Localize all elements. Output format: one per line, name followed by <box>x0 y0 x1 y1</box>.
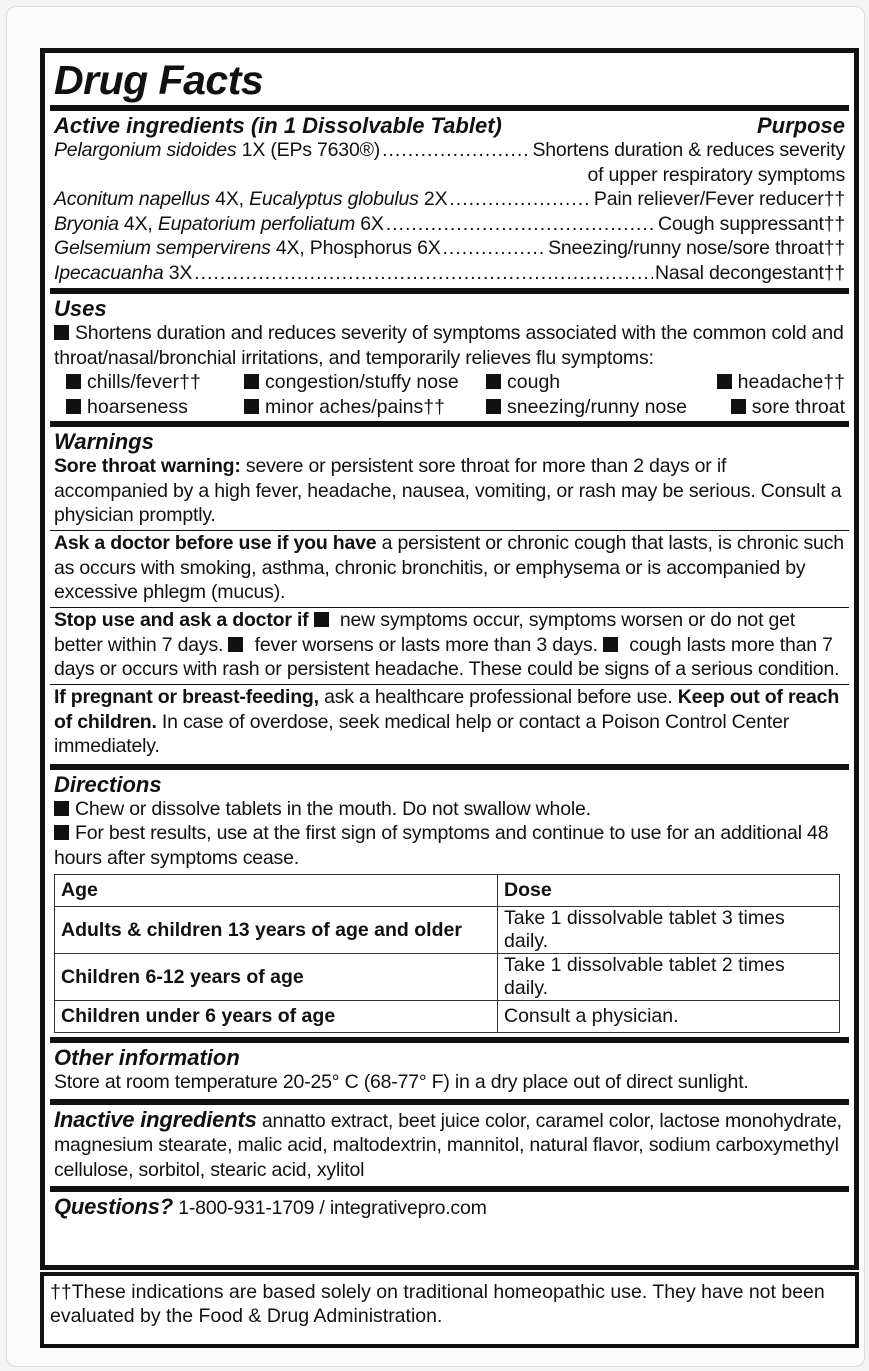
table-header-row: Age Dose <box>55 875 840 907</box>
footnote-box <box>40 1272 859 1348</box>
table-row: Adults & children 13 years of age and older Take 1 dissolvable tablet 3 times daily. <box>55 907 840 954</box>
bullet-icon <box>486 374 501 389</box>
inactive-ingredients-heading: Inactive ingredients <box>54 1106 257 1132</box>
footnote-text: ††These indications are based solely on traditional homeopathic use. They have not been evaluated by the Food & Drug Administration. <box>50 1281 825 1327</box>
questions-heading: Questions? <box>54 1194 174 1219</box>
questions-section <box>54 1194 845 1221</box>
warnings-section <box>54 429 845 528</box>
inactive-ingredients-text: annatto extract, beet juice color, caramel color, lactose monohydrate, magnesium stearate, malic acid, maltodextrin, mannitol, natural flavor, sodium carboxymethyl cellulose, sorbitol, stearic acid, xylitol <box>54 1109 842 1181</box>
bullet-icon <box>244 374 259 389</box>
drug-facts-title: Drug Facts <box>54 57 264 103</box>
bullet-icon <box>54 801 69 816</box>
divider <box>50 105 849 111</box>
uses-heading: Uses <box>54 296 107 321</box>
bullet-icon <box>717 374 732 389</box>
bullet-icon <box>244 399 259 414</box>
ingredient-row: Aconitum napellus 4X, Eucalyptus globulus 2X ..... Pain reliever/Fever reducer†† <box>54 187 845 212</box>
active-ingredients-section <box>54 113 845 285</box>
divider <box>50 1037 849 1043</box>
ingredient-row: Ipecacuanha 3X ..... Nasal decongestant†† <box>54 261 845 286</box>
bullet-icon <box>54 825 69 840</box>
list-item: sore throat <box>712 395 845 420</box>
label-card <box>6 6 865 1367</box>
bullet-icon <box>314 612 329 627</box>
list-item: chills/fever†† <box>66 370 244 395</box>
active-ingredients-heading: Active ingredients (in 1 Dissolvable Tablet) <box>54 113 502 138</box>
bullet-icon <box>603 637 618 652</box>
bullet-icon <box>486 399 501 414</box>
table-row: Children under 6 years of age Consult a physician. <box>55 1001 840 1033</box>
purpose-heading: Purpose <box>756 113 845 138</box>
questions-contact: 1-800-931-1709 / integrativepro.com <box>173 1197 487 1219</box>
list-item: cough <box>486 370 712 395</box>
list-item: congestion/stuffy nose <box>244 370 486 395</box>
divider <box>50 1099 849 1105</box>
other-info-text: Store at room temperature 20-25° C (68-77° F) in a dry place out of direct sunlight. <box>54 1071 749 1093</box>
ingredient-row: Pelargonium sidoides 1X (EPs 7630®) ..... Shortens duration & reduces severity <box>54 138 845 163</box>
bullet-icon <box>66 399 81 414</box>
ingredient-row: Bryonia 4X, Eupatorium perfoliatum 6X ..... Cough suppressant†† <box>54 212 845 237</box>
ingredient-row: Gelsemium sempervirens 4X, Phosphorus 6X ..... Sneezing/runny nose/sore throat†† <box>54 236 845 261</box>
pregnancy-warning: If pregnant or breast-feeding, ask a healthcare professional before use. Keep out of reach of children. In case of overdose, seek medical help or contact a Poison Control Center immediately. <box>54 686 840 757</box>
symptom-list <box>54 370 845 419</box>
drug-facts-panel <box>40 48 859 1270</box>
bullet-icon <box>228 637 243 652</box>
uses-section <box>54 296 845 419</box>
list-item: hoarseness <box>66 395 244 420</box>
sore-throat-warning: Sore throat warning: severe or persistent sore throat for more than 2 days or if accompanied by a high fever, headache, nausea, vomiting, or rash may be serious. Consult a physician promptly. <box>54 455 842 526</box>
divider <box>50 421 849 427</box>
bullet-icon <box>731 399 746 414</box>
warnings-heading: Warnings <box>54 429 154 454</box>
list-item: minor aches/pains†† <box>244 395 486 420</box>
directions-section: Directions Chew or dissolve tablets in the mouth. Do not swallow whole. For best results, use at the first sign of symptoms and continue to use for an additional 48 hours after symptoms cease. Age Dose Adults & children 13 years of age and older Take 1 dissolvable tablet 3 times daily. Children 6-12 years of age Take 1 dissolvable tablet 2 times daily. Children under 6 years of age Consult a physician. <box>54 772 845 1034</box>
directions-heading: Directions <box>54 771 162 797</box>
bullet-icon <box>54 325 69 340</box>
dosage-table <box>54 874 840 1033</box>
purpose-continuation: of upper respiratory symptoms <box>587 163 845 186</box>
divider <box>50 1186 849 1192</box>
inactive-ingredients-section <box>54 1107 845 1183</box>
ask-doctor-warning: Ask a doctor before use if you have a persistent or chronic cough that lasts, is chronic such as occurs with smoking, asthma, chronic bronchitis, or emphysema or is accompanied by excessive phlegm (mucus). <box>54 532 844 603</box>
divider <box>50 288 849 294</box>
stop-use-warning: Stop use and ask a doctor if new symptoms occur, symptoms worsen or do not get better within 7 days. fever worsens or lasts more than 3 days. cough lasts more than 7 days or occurs with rash or persistent headache. These could be signs of a serious condition. <box>54 609 840 680</box>
list-item: headache†† <box>712 370 845 395</box>
uses-text: Shortens duration and reduces severity of symptoms associated with the common cold and throat/nasal/bronchial irritations, and temporarily relieves flu symptoms: <box>54 322 844 369</box>
list-item: sneezing/runny nose <box>486 395 712 420</box>
other-info-section <box>54 1045 845 1095</box>
other-info-heading: Other information <box>54 1045 240 1070</box>
divider <box>50 764 849 770</box>
table-row: Children 6-12 years of age Take 1 dissolvable tablet 2 times daily. <box>55 954 840 1001</box>
bullet-icon <box>66 374 81 389</box>
